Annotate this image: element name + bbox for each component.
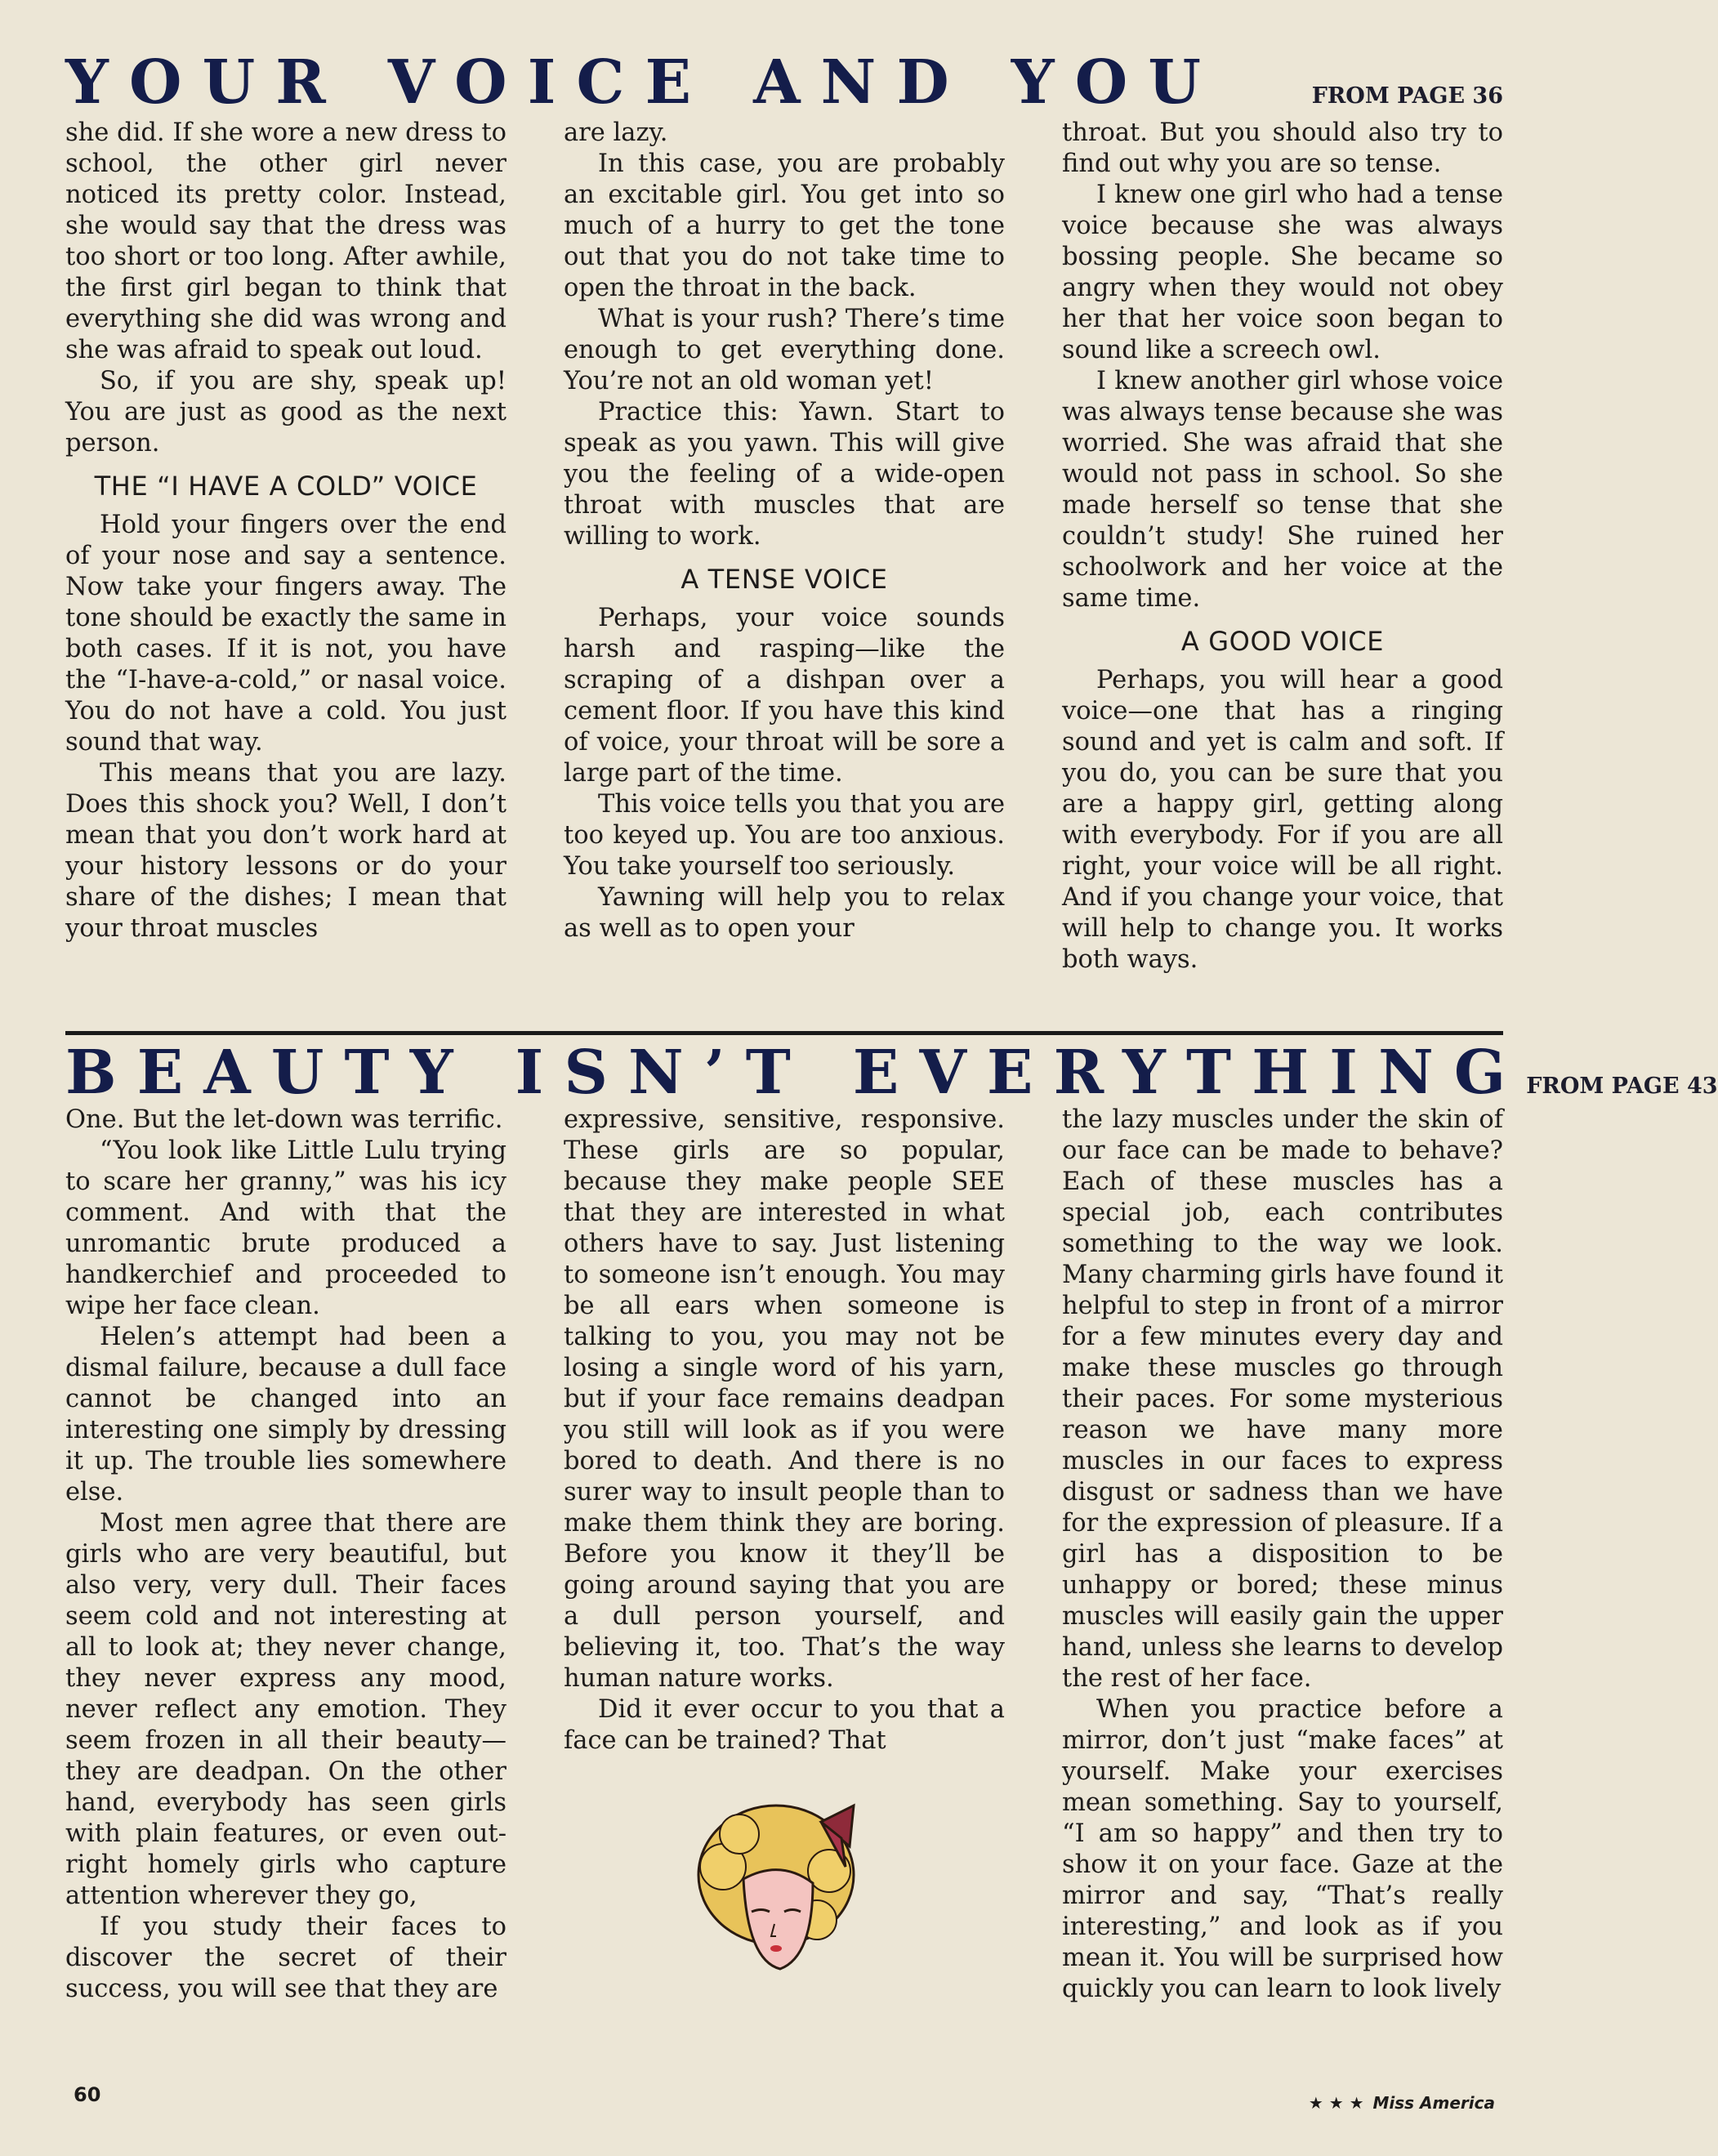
section-heading: THE “I HAVE A COLD” VOICE bbox=[94, 471, 478, 502]
article1-from-page: FROM PAGE 36 bbox=[1311, 83, 1503, 109]
paragraph: expressive, sensitive, responsive. These girls are so popular, because they make people SEE that they are interested in what others have to say. Just listening to someone isn’t enough. You may be all ears when someone is talking to you, you may not be losing a single word of his yarn, but if your face remains deadpan you still will look as if you were bored to death. And there is no surer way to insult people than to make them think they are boring. Before you know it they’ll be going around saying that you are a dull person yourself, and believing it, too. That’s the way human nature works. bbox=[564, 1105, 1005, 1693]
paragraph: throat. But you should also try to find out why you are so tense. bbox=[1062, 118, 1503, 178]
article2-header bbox=[65, 1038, 1718, 1108]
paragraph: One. But the let-down was terrific. bbox=[65, 1105, 503, 1134]
paragraph: Most men agree that there are girls who are very beautiful, but also very, very dull. Their faces seem cold and not interesting at all to look at; they never change, they never express any mood, never reflect any emotion. They seem frozen in all their beauty—they are deadpan. On the other hand, everybody has seen girls with plain features, or even out-right homely girls who capture attention wherever they go, bbox=[65, 1509, 506, 1910]
article1-column-1 bbox=[65, 118, 506, 975]
magazine-credit bbox=[1309, 2093, 1495, 2113]
paragraph: “You look like Little Lulu trying to scare her granny,” was his icy comment. And with that the unromantic brute produced a handkerchief and proceeded to wipe her face clean. bbox=[65, 1136, 506, 1320]
article1-columns bbox=[65, 118, 1503, 975]
paragraph: Hold your fingers over the end of your nose and say a sentence. Now take your fingers away. The tone should be exactly the same in both cases. If it is not, you have the “I-have-a-cold,” or nasal voice. You do not have a cold. You just sound that way. bbox=[65, 511, 506, 757]
paragraph: I knew one girl who had a tense voice because she was always bossing people. She became so angry when they would not obey her that her voice soon began to sound like a screech owl. bbox=[1062, 181, 1503, 364]
article1-column-3 bbox=[1062, 118, 1503, 975]
paragraph: This means that you are lazy. Does this shock you? Well, I don’t mean that you don’t work hard at your history lessons or do your share of the dishes; I mean that your throat muscles bbox=[65, 759, 506, 943]
article2-column-2 bbox=[564, 1105, 1005, 2005]
paragraph: the lazy muscles under the skin of our face can be made to behave? Each of these muscles has a special job, each contributes something to the way we look. Many charming girls have found it helpful to step in front of a mirror for a few minutes every day and make these muscles go through their paces. For some mysterious reason we have many more muscles in our faces to express disgust or sadness than we have for the expression of pleasure. If a girl has a disposition to be unhappy or bored; these minus muscles will easily gain the upper hand, unless she learns to develop the rest of her face. bbox=[1062, 1105, 1503, 1693]
star-icon: ★ ★ ★ bbox=[1308, 2093, 1364, 2113]
article2-from-page: FROM PAGE 43 bbox=[1526, 1074, 1718, 1099]
paragraph: If you study their faces to discover the secret of their success, you will see that they are bbox=[65, 1913, 506, 2003]
paragraph: Perhaps, you will hear a good voice—one that has a ringing sound and yet is calm and soft. If you do, you can be sure that you are a happy girl, getting along with everybody. For if you are all right, your voice will be all right. And if you change your voice, that will help to change you. It works both ways. bbox=[1062, 666, 1503, 974]
section-divider bbox=[65, 1031, 1503, 1035]
paragraph: When you practice before a mirror, don’t just “make faces” at yourself. Make your exercises mean something. Say to yourself, “I am so happy” and then try to show it on your face. Gaze at the mirror and say, “That’s really interesting,” and look as if you mean it. You will be surprised how quickly you can learn to look lively bbox=[1062, 1695, 1503, 2003]
paragraph: Did it ever occur to you that a face can be trained? That bbox=[564, 1695, 1005, 1755]
article2-column-1 bbox=[65, 1105, 506, 2005]
article1-column-2 bbox=[564, 118, 1005, 975]
paragraph: Practice this: Yawn. Start to speak as you yawn. This will give you the feeling of a wide-open throat with muscles that are willing to work. bbox=[564, 398, 1005, 551]
article1-header bbox=[65, 47, 1503, 118]
paragraph: Yawning will help you to relax as well as to open your bbox=[564, 883, 1005, 943]
article2-column-3 bbox=[1062, 1105, 1503, 2005]
paragraph: So, if you are shy, speak up! You are just as good as the next person. bbox=[65, 367, 506, 458]
section-heading: A GOOD VOICE bbox=[1180, 626, 1385, 657]
paragraph: This voice tells you that you are too keyed up. You are too anxious. You take yourself too seriously. bbox=[564, 790, 1005, 881]
paragraph: are lazy. bbox=[564, 118, 668, 147]
article2-columns bbox=[65, 1105, 1503, 2005]
section-heading: A TENSE VOICE bbox=[681, 564, 888, 595]
paragraph: Perhaps, your voice sounds harsh and rasping—like the scraping of a dishpan over a cement floor. If you have this kind of voice, your throat will be sore a large part of the time. bbox=[564, 604, 1005, 788]
article1-title: YOUR VOICE AND YOU bbox=[65, 47, 1222, 118]
article2-title: BEAUTY ISN’T EVERYTHING bbox=[65, 1038, 1527, 1108]
paragraph: I knew another girl whose voice was always tense because she was worried. She was afraid that she would not pass in school. So she made herself so tense that she couldn’t study! She ruined her schoolwork and her voice at the same time. bbox=[1062, 367, 1503, 613]
page-number: 60 bbox=[74, 2083, 101, 2106]
paragraph: In this case, you are probably an excitable girl. You get into so much of a hurry to get the tone out that you do not take time to open the throat in the back. bbox=[564, 150, 1005, 302]
magazine-name: Miss America bbox=[1372, 2093, 1495, 2113]
paragraph: she did. If she wore a new dress to school, the other girl never noticed its pretty color. Instead, she would say that the dress was too short or too long. After awhile, the first girl began to think that everything she did was wrong and she was afraid to speak out loud. bbox=[65, 118, 506, 364]
paragraph: What is your rush? There’s time enough to get everything done. You’re not an old woman yet! bbox=[564, 305, 1005, 395]
girl-portrait-illustration bbox=[678, 1789, 890, 1985]
paragraph: Helen’s attempt had been a dismal failure, because a dull face cannot be changed into an interesting one simply by dressing it up. The trouble lies somewhere else. bbox=[65, 1323, 506, 1507]
